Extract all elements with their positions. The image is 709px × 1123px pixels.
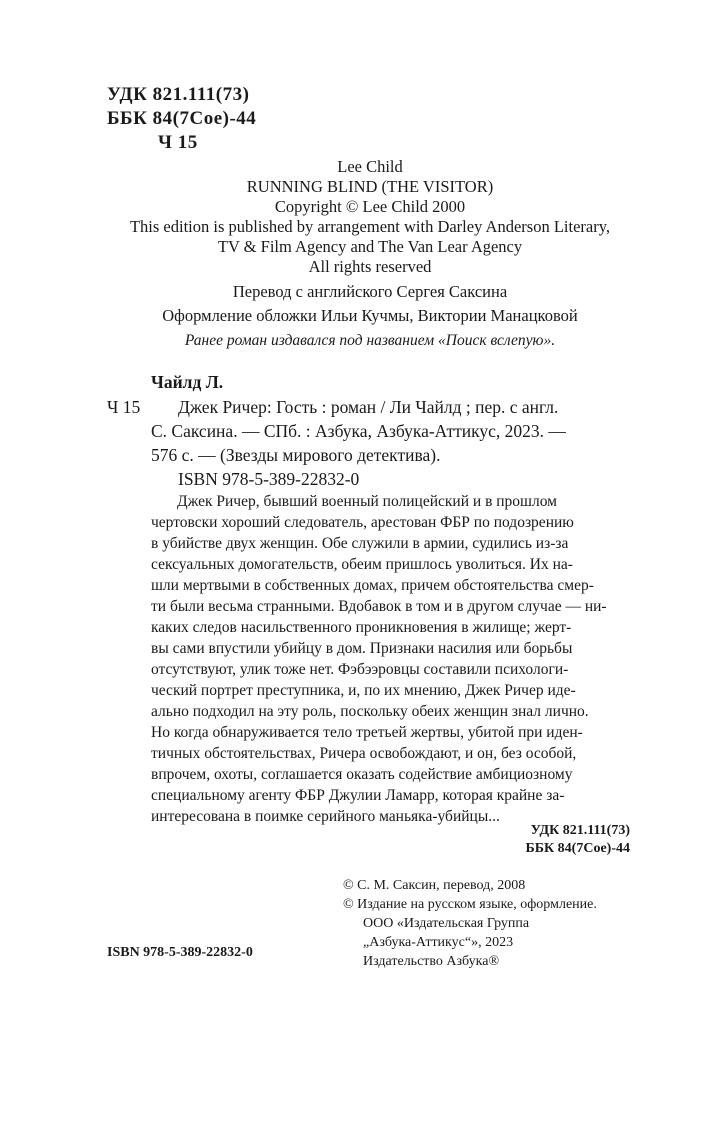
- copyright-edition: © Издание на русском языке, оформление.: [343, 897, 597, 912]
- bbk-code: ББК 84(7Сое)-44: [107, 108, 257, 129]
- credits-block: [60, 157, 680, 277]
- cover-design-credit: [60, 306, 680, 326]
- annotation-line: сексуальных домогательств, обеим пришлось уволиться. Их на-: [151, 556, 573, 573]
- annotation-line: шли мертвыми в собственных домах, причем обстоятельства смер-: [151, 577, 594, 594]
- annotation-line: Джек Ричер, бывший военный полицейский и в прошлом: [177, 493, 557, 510]
- title-en: RUNNING BLIND (THE VISITOR): [246, 177, 494, 196]
- catalog-line-2: С. Саксина. — СПб. : Азбука, Азбука-Аттикус, 2023. —: [151, 421, 566, 441]
- copyright-publisher-3: Издательство Азбука®: [363, 954, 500, 969]
- catalog-author: Чайлд Л.: [151, 372, 224, 392]
- annotation-line: вы сами впустили убийцу в дом. Признаки насилия или борьбы: [151, 640, 573, 657]
- catalog-line-3: 576 с. — (Звезды мирового детектива).: [151, 445, 441, 465]
- annotation-line: чертовски хороший следователь, арестован ФБР по подозрению: [151, 514, 574, 531]
- footer-udk: УДК 821.111(73): [530, 823, 630, 838]
- copyright-en: Copyright © Lee Child 2000: [274, 197, 466, 216]
- bottom-isbn: ISBN 978-5-389-22832-0: [107, 945, 253, 960]
- author-en: Lee Child: [337, 157, 403, 176]
- annotation-line: тичных обстоятельствах, Ричера освобождают, и он, без особой,: [151, 745, 577, 762]
- previous-title-note: [60, 331, 680, 351]
- copyright-publisher-2: „Азбука-Аттикус“», 2023: [363, 935, 514, 950]
- edition-line-1: This edition is published by arrangement with Darley Anderson Literary,: [129, 217, 611, 236]
- catalog-isbn: ISBN 978-5-389-22832-0: [178, 469, 360, 489]
- annotation-line: ально подходил на эту роль, поскольку обеих женщин знал лично.: [151, 703, 589, 720]
- annotation-line: интересована в поимке серийного маньяка-убийцы...: [151, 808, 500, 825]
- annotation: [151, 491, 641, 827]
- copyright-ru: [343, 876, 597, 971]
- udk-code: УДК 821.111(73): [107, 84, 250, 105]
- edition-line-2: TV & Film Agency and The Van Lear Agency: [217, 237, 523, 256]
- previous-title-text: Ранее роман издавался под названием «Поиск вслепую».: [184, 332, 556, 349]
- annotation-line: ческий портрет преступника, и, по их мнению, Джек Ричер иде-: [151, 682, 576, 699]
- annotation-line: ти были весьма странными. Вдобавок в том и в другом случае — ни-: [151, 598, 607, 615]
- annotation-line: в убийстве двух женщин. Обе служили в армии, судились из-за: [151, 535, 569, 552]
- annotation-line: специальному агенту ФБР Джулии Ламарр, которая крайне за-: [151, 787, 565, 804]
- author-sign-code: Ч 15: [158, 132, 198, 153]
- translation-credit: [60, 282, 680, 302]
- footer-bbk: ББК 84(7Сое)-44: [525, 841, 630, 856]
- copyright-translation: © С. М. Саксин, перевод, 2008: [343, 878, 526, 893]
- annotation-line: Но когда обнаруживается тело третьей жертвы, убитой при иден-: [151, 724, 583, 741]
- annotation-line: каких следов насильственного проникновения в жилище; жерт-: [151, 619, 572, 636]
- annotation-line: отсутствуют, улик тоже нет. Фэбээровцы составили психологи-: [151, 661, 569, 678]
- rights: All rights reserved: [308, 257, 432, 276]
- catalog-line-1: Джек Ричер: Гость : роман / Ли Чайлд ; пер. с англ.: [178, 397, 559, 417]
- catalog-code: Ч 15: [107, 397, 141, 417]
- annotation-line: впрочем, охоты, соглашается оказать содействие амбициозному: [151, 766, 573, 783]
- cover-design-text: Оформление обложки Ильи Кучмы, Виктории Манацковой: [162, 306, 578, 325]
- translation-text: Перевод с английского Сергея Саксина: [232, 282, 508, 301]
- copyright-publisher-1: ООО «Издательская Группа: [363, 916, 530, 931]
